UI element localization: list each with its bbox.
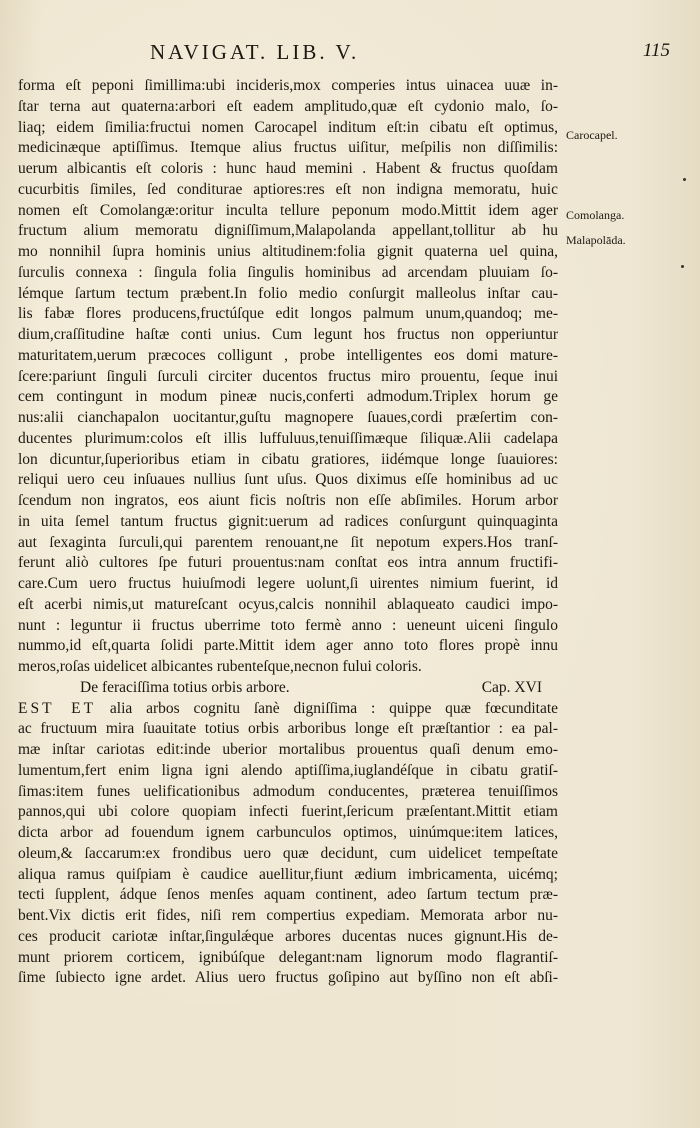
page-number: 115: [642, 40, 670, 61]
text-line: cem contingunt in modum pineæ nucis,conferti admodum.Triplex horum ge: [18, 388, 558, 406]
text-line: fructum alium memoratu digniſſimum,Malapolanda appellant,tollitur ab hu: [18, 222, 558, 240]
text-line: liaq; eidem ſimilia:fructui nomen Carocapel inditum eſt:in cibatu eſt optimus,: [18, 118, 558, 136]
text-line: bent.Vix dictis erit fides, niſi rem compertius expediam. Memorata arbor nu-: [18, 907, 558, 924]
text-line: medicinæque aptiſſimus. Itemque alius fructus uiſitur, meſpilis non diſſimilis:: [18, 139, 558, 157]
chapter-opening-line: [18, 699, 558, 720]
chapter-number: Cap. XVI: [481, 678, 542, 696]
text-line: eſt acerbi nimis,ut matureſcant ocyus,calcis nonnihil ablaqueato caudici impo-: [18, 595, 558, 613]
text-line: ducentes plurimum:colos eſt illis luffuluus,tenuiſſimæque ſiliquæ.Alii cadelapa: [18, 429, 558, 447]
main-text: [18, 76, 558, 989]
text-line: dium,craſſitudine haſtæ conti unius. Cum legunt hos fructus non opperiuntur: [18, 326, 558, 343]
page-header: [150, 40, 670, 70]
text-line: maturitatem,uerum præcoces colligunt , probe intelligentes eos domi mature-: [18, 346, 558, 364]
chapter-heading: [18, 678, 558, 699]
text-line: aliqua ramus quiſpiam è caudice auellitur,fiunt ædium imbricamenta, uicémq;: [18, 865, 558, 883]
text-line: care.Cum uero fructus huiuſmodi legere uolunt,ſi uirentes nimium fuerint, id: [18, 575, 558, 592]
text-line: nus:alii cianchapalon uocitantur,guſtu magnopere ſuaues,cordi præſertim con-: [18, 409, 558, 426]
ink-speck: [681, 265, 684, 268]
text-line: lumentum,fert enim ligna igni alendo aptiſſima,iuglandéſque in cibatu gratiſ-: [18, 761, 558, 779]
text-line: cucurbitis ſimiles, ſed conditurae aptiores:res eſt non indigna memoratu, huic: [18, 180, 558, 198]
text-line: oleum,& ſaccarum:ex frondibus uero quæ decidunt, cum uidelicet tempeſtate: [18, 844, 558, 862]
text-line: in uita ſemel tantum fructus gignit:uerum ad radices conſurgunt quinquaginta: [18, 512, 558, 530]
text-line: nunt : leguntur ii fructus uberrime toto fermè anno : ueneunt uiceni ſingulo: [18, 616, 558, 634]
text-line: ſcere:pariunt ſinguli ſurculi circiter ducentos fructus miro prouentu, ſeque inui: [18, 367, 558, 385]
text-line: ſcendum non ingratos, eos aiunt ficis noſtris non eſſe abſimiles. Horum arbor: [18, 492, 558, 509]
text-line: nummo,id eſt,quarta ſolidi parte.Mittit idem ager anno toto flores propè innu: [18, 637, 558, 655]
opening-text: alia arbos cognitu ſanè digniſſima : quippe quæ fœcunditate: [109, 699, 558, 717]
text-line: ferunt aliò cultores ſpe futuri prouentus:nam conſtat eos intra annum fructifi-: [18, 554, 558, 572]
text-line: uerum albicantis eſt coloris : hunc haud memini . Habent & fructus quoſdam: [18, 160, 558, 177]
text-line: reliqui uero ceu inſuaues nullius ſunt uſus. Quos diximus eſſe hominibus ad uc: [18, 471, 558, 489]
text-line: mo nonnihil ſupra hominis unius altitudinem:folia gignit quaterna uel quina,: [18, 243, 558, 260]
chapter-title: De feraciſſima totius orbis arbore.: [80, 678, 290, 696]
text-line: ſurculis connexa : ſingula folia ſingulis hominibus ad arcendam pluuiam ſo-: [18, 263, 558, 281]
margin-note-malapolanda: Malapolāda.: [566, 233, 626, 247]
text-line: lémque ſartum tectum præbent.In folio medio conſurgit malleolus inſtar cau-: [18, 284, 558, 302]
running-head: NAVIGAT. LIB. V.: [150, 40, 360, 64]
text-line: ſimas:item funes uelificationibus admodum conducentes, præterea tenuiſſimos: [18, 782, 558, 800]
text-line: ſtar terna aut quaterna:arbori eſt eadem amplitudo,quæ eſt cydonio malo, ſo-: [18, 97, 558, 115]
text-line: aut ſexaginta ſurculi,qui parentem renouant,ne ſit nepotum expers.Hos tranſ-: [18, 533, 558, 551]
text-line: pannos,qui ubi colore quopiam infecti fuerint,ſericum præſentant.Mittit etiam: [18, 803, 558, 821]
text-line: lon dicuntur,ſuperioribus etiam in cibatu gratiores, iidémque longe ſuauiores:: [18, 450, 558, 468]
text-line: munt priorem corticem, ignibúſque delegant:nam lignorum modo flagrantiſ-: [18, 948, 558, 966]
text-line: ſime ſubiecto igne ardet. Alius uero fructus goſipino aut byſſino non eſt abſi-: [18, 969, 558, 987]
text-line: ces producit cariotæ inſtar,ſingulǽque arbores ducentas nuces gignunt.His de-: [18, 927, 558, 945]
text-line: nomen eſt Comolangæ:oritur inculta tellure peponum modo.Mittit idem ager: [18, 201, 558, 219]
margin-note-comolanga: Comolanga.: [566, 208, 625, 222]
margin-note-carocapel: Carocapel.: [566, 128, 618, 142]
text-line: dicta arbor ad fouendum ignem carbunculos optimos, uinúmque:item latices,: [18, 824, 558, 841]
ink-speck: [683, 178, 686, 181]
text-line: meros,roſas uidelicet albicantes rubenteſque,necnon fului coloris.: [18, 658, 422, 675]
text-line: mæ inſtar cariotas edit:inde uberior mortalibus prouentus quaſi denum emo-: [18, 741, 558, 758]
opening-capitals: EST ET: [18, 699, 97, 717]
text-line: tecti ſupplent, ádque ſenos menſes aquam continent, adeo ſartum tectum præ-: [18, 886, 558, 904]
text-line: forma eſt peponi ſimillima:ubi incideris,mox comperies intus uinacea uuæ in-: [18, 77, 558, 94]
text-line: lis fabæ flores producens,fructúſque edit longos palmum unum,quandoq; me-: [18, 305, 558, 323]
text-line: ac fructuum mira ſuauitate totius orbis arboribus longe eſt præſtantior : ea pal-: [18, 720, 558, 738]
